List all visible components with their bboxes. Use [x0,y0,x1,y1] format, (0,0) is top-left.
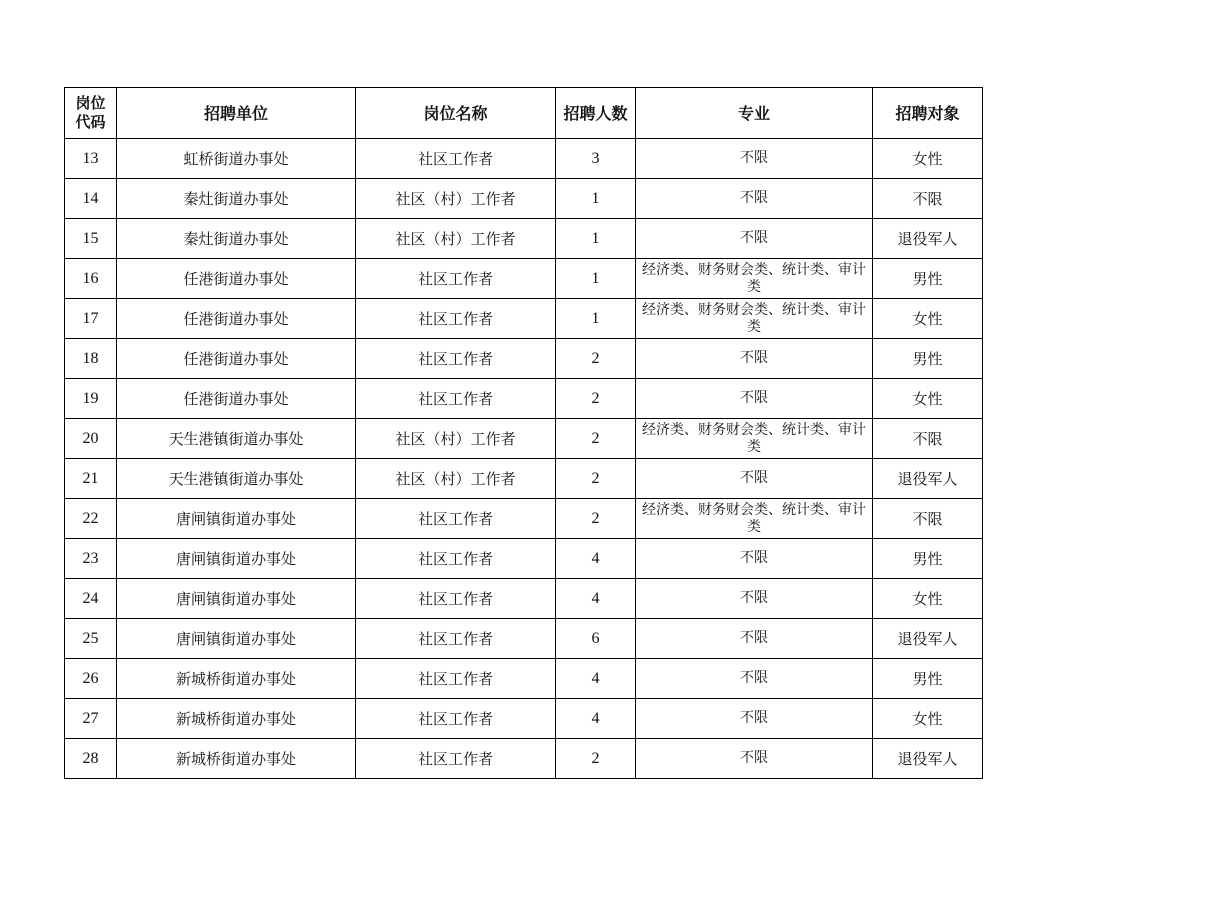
cell-major: 不限 [636,139,873,179]
cell-position-name: 社区（村）工作者 [356,219,556,259]
cell-headcount: 1 [556,259,636,299]
cell-position-name: 社区工作者 [356,499,556,539]
cell-major: 不限 [636,379,873,419]
cell-major: 不限 [636,579,873,619]
table-row [65,659,983,699]
cell-headcount: 4 [556,539,636,579]
cell-headcount: 1 [556,179,636,219]
cell-headcount: 4 [556,579,636,619]
cell-headcount: 2 [556,739,636,779]
cell-recruiting-unit: 新城桥街道办事处 [117,699,356,739]
cell-recruiting-unit: 秦灶街道办事处 [117,179,356,219]
cell-position-code: 18 [65,339,117,379]
cell-position-name: 社区工作者 [356,139,556,179]
cell-position-name: 社区工作者 [356,699,556,739]
cell-position-name: 社区工作者 [356,259,556,299]
cell-recruiting-unit: 虹桥街道办事处 [117,139,356,179]
table-row [65,299,983,339]
cell-target-group: 男性 [873,659,983,699]
cell-position-code: 23 [65,539,117,579]
table-row [65,499,983,539]
cell-position-name: 社区（村）工作者 [356,419,556,459]
cell-target-group: 女性 [873,579,983,619]
cell-target-group: 女性 [873,699,983,739]
cell-target-group: 女性 [873,139,983,179]
cell-recruiting-unit: 唐闸镇街道办事处 [117,539,356,579]
table-row [65,619,983,659]
cell-position-code: 19 [65,379,117,419]
cell-headcount: 6 [556,619,636,659]
table-row [65,259,983,299]
cell-headcount: 3 [556,139,636,179]
table-row [65,539,983,579]
table-row [65,179,983,219]
table-row [65,139,983,179]
cell-position-name: 社区工作者 [356,619,556,659]
cell-headcount: 2 [556,419,636,459]
cell-major: 不限 [636,739,873,779]
cell-target-group: 女性 [873,299,983,339]
cell-position-code: 22 [65,499,117,539]
cell-position-code: 24 [65,579,117,619]
cell-major: 不限 [636,339,873,379]
table-row [65,699,983,739]
table-row [65,459,983,499]
cell-target-group: 不限 [873,179,983,219]
cell-recruiting-unit: 天生港镇街道办事处 [117,419,356,459]
cell-position-code: 16 [65,259,117,299]
cell-major: 不限 [636,699,873,739]
cell-major: 经济类、财务财会类、统计类、审计类 [636,499,873,539]
cell-recruiting-unit: 秦灶街道办事处 [117,219,356,259]
cell-position-code: 28 [65,739,117,779]
header-target-group: 招聘对象 [873,88,983,139]
cell-headcount: 2 [556,499,636,539]
cell-target-group: 女性 [873,379,983,419]
cell-target-group: 退役军人 [873,619,983,659]
cell-target-group: 退役军人 [873,219,983,259]
cell-position-name: 社区工作者 [356,539,556,579]
cell-headcount: 4 [556,659,636,699]
header-position-code [65,88,117,139]
cell-recruiting-unit: 唐闸镇街道办事处 [117,619,356,659]
cell-recruiting-unit: 新城桥街道办事处 [117,739,356,779]
table-row [65,339,983,379]
cell-position-code: 20 [65,419,117,459]
cell-position-name: 社区工作者 [356,339,556,379]
header-position-code-label: 岗位 代码 [75,94,106,131]
cell-major: 经济类、财务财会类、统计类、审计类 [636,259,873,299]
cell-position-code: 17 [65,299,117,339]
cell-headcount: 2 [556,339,636,379]
cell-position-code: 21 [65,459,117,499]
cell-target-group: 退役军人 [873,739,983,779]
cell-headcount: 1 [556,219,636,259]
cell-major: 不限 [636,659,873,699]
cell-major: 不限 [636,539,873,579]
recruitment-table-sheet [64,87,983,779]
cell-target-group: 不限 [873,499,983,539]
header-row [65,88,983,139]
cell-recruiting-unit: 任港街道办事处 [117,379,356,419]
cell-position-code: 15 [65,219,117,259]
table-row [65,379,983,419]
cell-recruiting-unit: 新城桥街道办事处 [117,659,356,699]
table-row [65,219,983,259]
cell-target-group: 男性 [873,259,983,299]
table-body [65,139,983,779]
cell-recruiting-unit: 任港街道办事处 [117,259,356,299]
table-row [65,579,983,619]
table-header [65,88,983,139]
cell-headcount: 2 [556,459,636,499]
cell-recruiting-unit: 天生港镇街道办事处 [117,459,356,499]
cell-major: 不限 [636,179,873,219]
header-position-name: 岗位名称 [356,88,556,139]
cell-target-group: 不限 [873,419,983,459]
header-major: 专业 [636,88,873,139]
cell-recruiting-unit: 任港街道办事处 [117,339,356,379]
cell-major: 经济类、财务财会类、统计类、审计类 [636,299,873,339]
cell-position-code: 13 [65,139,117,179]
cell-major: 不限 [636,219,873,259]
header-headcount: 招聘人数 [556,88,636,139]
cell-position-name: 社区（村）工作者 [356,179,556,219]
cell-position-name: 社区工作者 [356,379,556,419]
cell-target-group: 退役军人 [873,459,983,499]
cell-headcount: 4 [556,699,636,739]
cell-position-code: 14 [65,179,117,219]
cell-headcount: 1 [556,299,636,339]
cell-position-name: 社区工作者 [356,299,556,339]
recruitment-table [64,87,983,779]
cell-recruiting-unit: 任港街道办事处 [117,299,356,339]
table-row [65,739,983,779]
cell-major: 不限 [636,619,873,659]
cell-headcount: 2 [556,379,636,419]
cell-recruiting-unit: 唐闸镇街道办事处 [117,499,356,539]
cell-position-code: 26 [65,659,117,699]
cell-target-group: 男性 [873,539,983,579]
cell-recruiting-unit: 唐闸镇街道办事处 [117,579,356,619]
cell-position-code: 27 [65,699,117,739]
cell-target-group: 男性 [873,339,983,379]
cell-position-code: 25 [65,619,117,659]
cell-position-name: 社区工作者 [356,579,556,619]
cell-position-name: 社区工作者 [356,659,556,699]
cell-position-name: 社区（村）工作者 [356,459,556,499]
cell-major: 不限 [636,459,873,499]
cell-position-name: 社区工作者 [356,739,556,779]
table-row [65,419,983,459]
cell-major: 经济类、财务财会类、统计类、审计类 [636,419,873,459]
header-recruiting-unit: 招聘单位 [117,88,356,139]
